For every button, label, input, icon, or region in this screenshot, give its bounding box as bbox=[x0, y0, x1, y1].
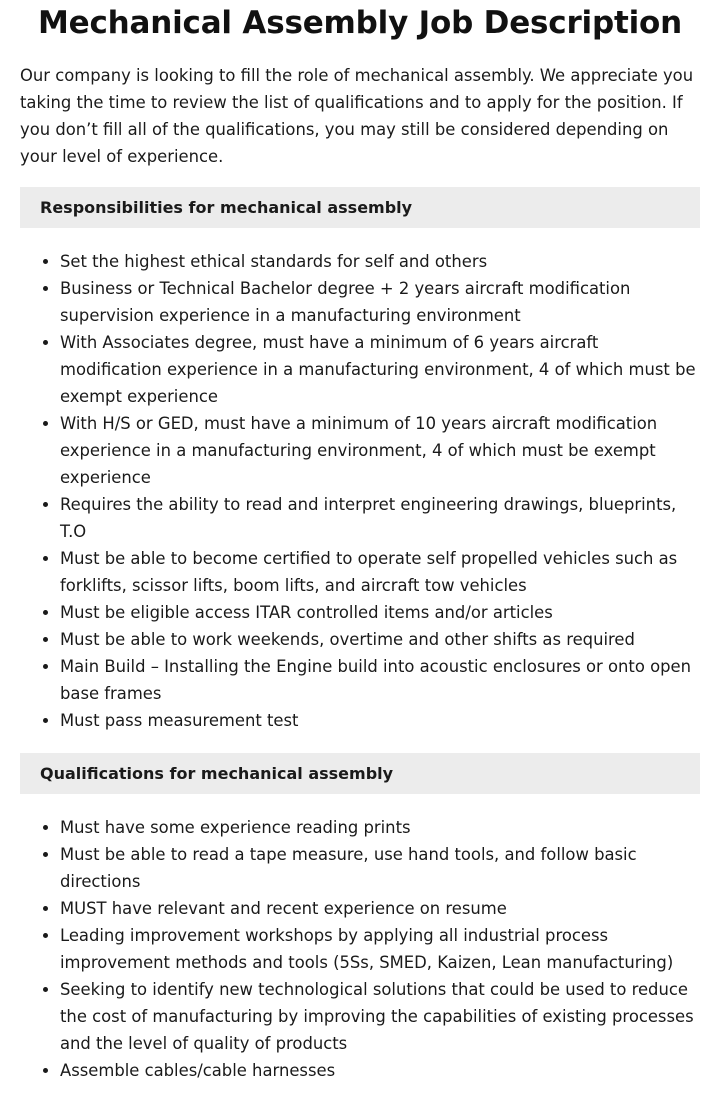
list-item: • Must be able to read a tape measure, use hand tools, and follow basic directions bbox=[60, 841, 700, 895]
list-item: • MUST have relevant and recent experience on resume bbox=[60, 895, 700, 922]
list-item: • Must pass measurement test bbox=[60, 707, 700, 734]
list-item: • With Associates degree, must have a minimum of 6 years aircraft modification experience in a manufacturing environment, 4 of which must be exempt experience bbox=[60, 329, 700, 410]
list-item: • Must be able to work weekends, overtime and other shifts as required bbox=[60, 626, 700, 653]
list-item: • Business or Technical Bachelor degree + 2 years aircraft modification supervision experience in a manufacturing environment bbox=[60, 275, 700, 329]
list-item: • Seeking to identify new technological solutions that could be used to reduce the cost of manufacturing by improving the capabilities of existing processes and the level of quality of products bbox=[60, 976, 700, 1057]
list-item: • Must have some experience reading prints bbox=[60, 814, 700, 841]
list-item: • Leading improvement workshops by applying all industrial process improvement methods and tools (5Ss, SMED, Kaizen, Lean manufacturing) bbox=[60, 922, 700, 976]
qualifications-list bbox=[20, 814, 700, 1084]
qualifications-heading: Qualifications for mechanical assembly bbox=[20, 753, 700, 794]
list-item: • Must be eligible access ITAR controlled items and/or articles bbox=[60, 599, 700, 626]
list-item: • Requires the ability to read and interpret engineering drawings, blueprints, T.O bbox=[60, 491, 700, 545]
list-item: • Set the highest ethical standards for self and others bbox=[60, 248, 700, 275]
list-item: • Must be able to become certified to operate self propelled vehicles such as forklifts, scissor lifts, boom lifts, and aircraft tow vehicles bbox=[60, 545, 700, 599]
list-item: • With H/S or GED, must have a minimum of 10 years aircraft modification experience in a manufacturing environment, 4 of which must be exempt experience bbox=[60, 410, 700, 491]
page-title: Mechanical Assembly Job Description bbox=[37, 5, 682, 41]
responsibilities-heading: Responsibilities for mechanical assembly bbox=[20, 187, 700, 228]
intro-paragraph: Our company is looking to fill the role of mechanical assembly. We appreciate you taking the time to review the list of qualifications and to apply for the position. If you don’t fill all of the qualifications, you may still be considered depending on your level of experience. bbox=[20, 66, 694, 166]
list-item: • Assemble cables/cable harnesses bbox=[60, 1057, 700, 1084]
responsibilities-list bbox=[20, 248, 700, 734]
list-item: • Main Build – Installing the Engine build into acoustic enclosures or onto open base frames bbox=[60, 653, 700, 707]
